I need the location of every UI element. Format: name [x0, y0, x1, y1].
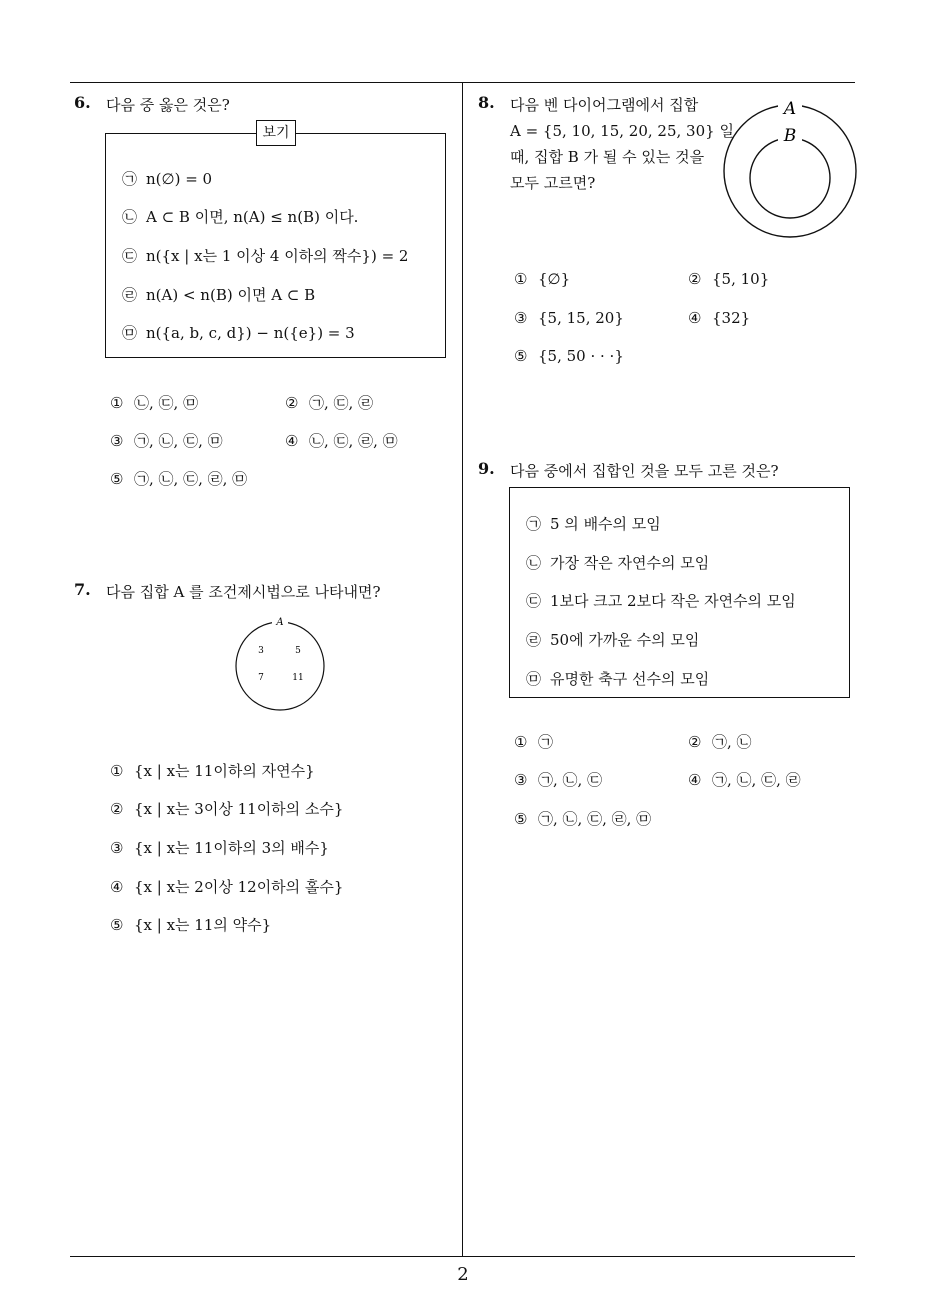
q6-item-2-mark: ㉡ — [122, 208, 138, 226]
q6-item-4-mark: ㉣ — [122, 286, 138, 304]
q8-option-2[interactable] — [688, 270, 769, 288]
q6-item-5-mark: ㉤ — [122, 324, 138, 342]
q9-number: 9. — [478, 459, 495, 478]
q8-venn-diagram — [722, 95, 862, 245]
q7-option-2-text: {x | x는 3이상 11이하의 소수} — [134, 800, 344, 818]
q7-set-circle — [236, 622, 324, 710]
q9-item-1-mark: ㉠ — [526, 515, 542, 533]
q7-option-4[interactable] — [110, 876, 343, 897]
q8-option-4-num: ④ — [688, 309, 702, 327]
q8-number: 8. — [478, 93, 495, 112]
q6-item-2-text: A ⊂ B 이면, n(A) ≤ n(B) 이다. — [146, 208, 359, 226]
q6-option-2-text: ㉠, ㉢, ㉣ — [309, 394, 374, 412]
q8-option-1-num: ① — [514, 270, 528, 288]
q8-outer-label: A — [783, 99, 797, 119]
q6-option-2[interactable] — [285, 392, 373, 413]
q8-question-line-1: 다음 벤 다이어그램에서 집합 — [510, 96, 699, 114]
q7-element-3: 7 — [258, 673, 264, 683]
q9-option-4[interactable] — [688, 769, 801, 790]
q6-option-1-num: ① — [110, 394, 124, 412]
q6-option-5-num: ⑤ — [110, 470, 124, 488]
q6-option-4[interactable] — [285, 430, 398, 451]
q9-question: 다음 중에서 집합인 것을 모두 고른 것은? — [510, 462, 779, 480]
q9-option-2-text: ㉠, ㉡ — [712, 733, 752, 751]
q7-option-2-num: ② — [110, 800, 124, 818]
q7-option-3-num: ③ — [110, 839, 124, 857]
q9-item-2-text: 가장 작은 자연수의 모임 — [550, 554, 710, 572]
q8-option-4-text: {32} — [712, 309, 751, 327]
q7-element-4: 11 — [292, 673, 304, 683]
q6-option-1-text: ㉡, ㉢, ㉤ — [134, 394, 199, 412]
q8-option-2-text: {5, 10} — [712, 270, 770, 288]
q7-option-1[interactable] — [110, 760, 315, 781]
q6-item-1-mark: ㉠ — [122, 170, 138, 188]
q9-item-5-mark: ㉤ — [526, 670, 542, 688]
q7-option-2[interactable] — [110, 798, 343, 819]
q9-item-5-text: 유명한 축구 선수의 모임 — [550, 670, 710, 688]
q9-option-5[interactable] — [514, 808, 651, 829]
q9-option-2-num: ② — [688, 733, 702, 751]
q6-option-4-num: ④ — [285, 432, 299, 450]
q9-item-2 — [526, 552, 709, 573]
q8-inner-label: B — [783, 126, 797, 146]
q9-option-4-text: ㉠, ㉡, ㉢, ㉣ — [712, 771, 801, 789]
q7-option-3[interactable] — [110, 837, 329, 858]
q6-item-3-mark: ㉢ — [122, 247, 138, 265]
q9-item-3 — [526, 590, 796, 611]
q7-element-2: 5 — [295, 646, 301, 656]
q7-option-5-text: {x | x는 11의 약수} — [134, 916, 272, 934]
q6-item-3 — [122, 245, 408, 266]
q8-option-2-num: ② — [688, 270, 702, 288]
q8-question-line-4: 모두 고르면? — [510, 174, 596, 192]
q8-question-line-2: A = {5, 10, 15, 20, 25, 30} 일 — [510, 122, 734, 140]
q6-option-5[interactable] — [110, 468, 247, 489]
page-number: 2 — [457, 1264, 469, 1285]
q9-item-2-mark: ㉡ — [526, 554, 542, 572]
q9-item-3-mark: ㉢ — [526, 592, 542, 610]
q9-item-4-text: 50에 가까운 수의 모임 — [550, 631, 700, 649]
q9-item-3-text: 1보다 크고 2보다 작은 자연수의 모임 — [550, 592, 796, 610]
q6-item-5 — [122, 322, 355, 343]
q6-question: 다음 중 옳은 것은? — [106, 96, 230, 114]
q6-option-2-num: ② — [285, 394, 299, 412]
q8-option-1-text: {∅} — [538, 270, 571, 288]
q9-option-2[interactable] — [688, 731, 752, 752]
q9-option-1-num: ① — [514, 733, 528, 751]
q8-option-5-num: ⑤ — [514, 347, 528, 365]
q6-option-5-text: ㉠, ㉡, ㉢, ㉣, ㉤ — [134, 470, 248, 488]
q7-question: 다음 집합 A 를 조건제시법으로 나타내면? — [106, 583, 381, 601]
q9-item-1 — [526, 513, 661, 534]
q6-item-1-text: n(∅) = 0 — [146, 170, 213, 188]
q6-item-5-text: n({a, b, c, d}) − n({e}) = 3 — [146, 324, 355, 342]
q9-option-3-text: ㉠, ㉡, ㉢ — [538, 771, 603, 789]
q6-item-2 — [122, 206, 358, 227]
q8-option-3-text: {5, 15, 20} — [538, 309, 624, 327]
q8-option-3-num: ③ — [514, 309, 528, 327]
q9-option-3-num: ③ — [514, 771, 528, 789]
q8-option-5[interactable] — [514, 347, 624, 365]
q6-option-3[interactable] — [110, 430, 223, 451]
q6-item-1 — [122, 168, 212, 189]
q9-option-1-text: ㉠ — [538, 733, 554, 751]
q8-option-5-text: {5, 50 · · ·} — [538, 347, 624, 365]
q9-option-5-num: ⑤ — [514, 810, 528, 828]
q9-item-1-text: 5 의 배수의 모임 — [550, 515, 661, 533]
q7-option-5-num: ⑤ — [110, 916, 124, 934]
q6-item-3-text: n({x | x는 1 이상 4 이하의 짝수}) = 2 — [146, 247, 409, 265]
q8-outer-set-circle — [724, 105, 856, 237]
q6-bogi-title: 보기 — [256, 120, 296, 146]
q9-option-4-num: ④ — [688, 771, 702, 789]
q7-element-1: 3 — [258, 646, 264, 656]
q9-option-3[interactable] — [514, 769, 602, 790]
q6-item-4 — [122, 284, 315, 305]
q7-option-4-text: {x | x는 2이상 12이하의 홀수} — [134, 878, 344, 896]
q6-option-3-num: ③ — [110, 432, 124, 450]
column-divider — [462, 82, 463, 1256]
q6-option-3-text: ㉠, ㉡, ㉢, ㉤ — [134, 432, 223, 450]
q9-option-5-text: ㉠, ㉡, ㉢, ㉣, ㉤ — [538, 810, 652, 828]
q7-number: 7. — [74, 580, 91, 599]
q9-item-5 — [526, 668, 709, 689]
q7-option-4-num: ④ — [110, 878, 124, 896]
q7-option-3-text: {x | x는 11이하의 3의 배수} — [134, 839, 329, 857]
q8-inner-set-circle — [750, 138, 830, 218]
q9-option-1[interactable] — [514, 731, 553, 752]
q6-option-1[interactable] — [110, 392, 198, 413]
q9-item-4-mark: ㉣ — [526, 631, 542, 649]
q8-question-line-3: 때, 집합 B 가 될 수 있는 것을 — [510, 148, 705, 166]
q9-item-4 — [526, 629, 699, 650]
bottom-rule — [70, 1256, 855, 1257]
q8-option-4[interactable] — [688, 309, 750, 327]
q8-option-1[interactable] — [514, 270, 570, 288]
q7-option-1-num: ① — [110, 762, 124, 780]
q6-number: 6. — [74, 93, 91, 112]
q7-set-diagram — [230, 612, 330, 716]
q7-set-label: A — [276, 617, 284, 628]
q7-option-1-text: {x | x는 11이하의 자연수} — [134, 762, 315, 780]
q6-option-4-text: ㉡, ㉢, ㉣, ㉤ — [309, 432, 398, 450]
q7-option-5[interactable] — [110, 914, 271, 935]
q8-option-3[interactable] — [514, 309, 624, 327]
q6-item-4-text: n(A) < n(B) 이면 A ⊂ B — [146, 286, 316, 304]
